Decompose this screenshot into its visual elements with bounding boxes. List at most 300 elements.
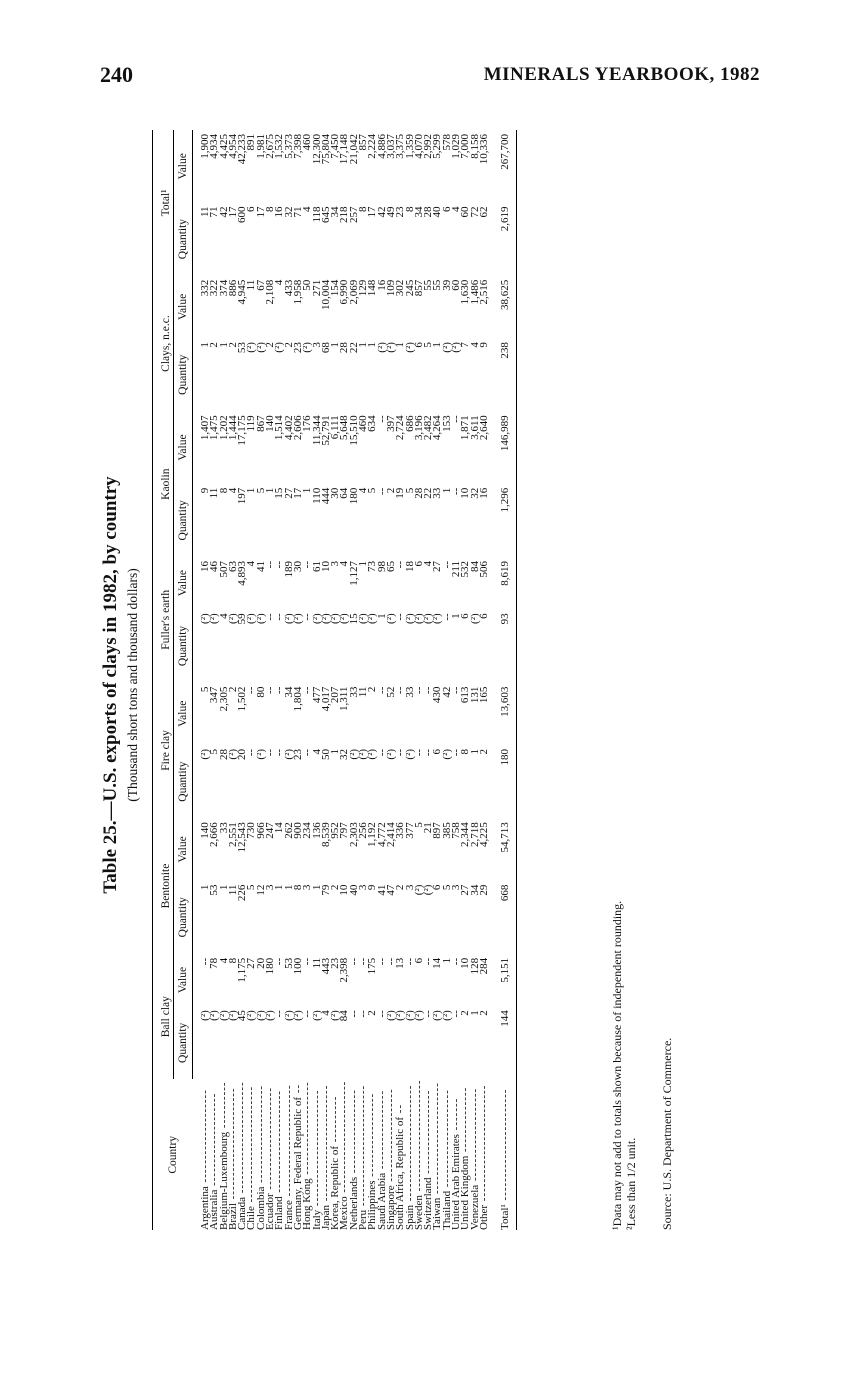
- value-cell: 4,017: [319, 686, 332, 712]
- quantity-cell: 2: [459, 1010, 472, 1016]
- table-body: [193, 130, 517, 1230]
- quantity-cell: --: [264, 613, 277, 621]
- value-cell: 1,127: [347, 561, 360, 586]
- quantity-cell: (²): [217, 1010, 230, 1021]
- value-cell: --: [273, 957, 286, 966]
- value-cell: --: [273, 686, 286, 694]
- quantity-cell: (²): [273, 342, 286, 353]
- value-cell: 443: [319, 957, 332, 975]
- country-name: South Africa, Republic of --: [394, 1103, 407, 1230]
- value-cell: 154: [329, 279, 342, 297]
- country-label: Italy: [310, 1209, 323, 1230]
- quantity-cell: 1: [431, 342, 444, 348]
- value-cell: 140: [199, 822, 211, 839]
- quantity-cell: --: [440, 613, 453, 621]
- value-cell: 12,543: [236, 822, 249, 853]
- quantity-cell: (²): [384, 1010, 397, 1021]
- value-cell: 3,196: [412, 415, 425, 441]
- quantity-cell: (²): [440, 342, 453, 353]
- country-name: Italy -------------------------: [310, 1089, 323, 1230]
- value-cell: 13,603: [501, 683, 516, 745]
- quantity-cell: --: [301, 748, 314, 757]
- quantity-cell: 33: [431, 487, 444, 499]
- table-row: [266, 130, 275, 1230]
- quantity-cell: 8: [459, 748, 472, 755]
- quantity-subheader: Quantity: [174, 1006, 193, 1079]
- country-name: Australia --------------------: [208, 1092, 221, 1230]
- page-number: 240: [100, 62, 133, 87]
- quantity-cell: 2: [384, 487, 397, 494]
- value-cell: 7,000: [459, 134, 472, 159]
- quantity-cell: 1: [468, 748, 481, 755]
- value-cell: 148: [366, 279, 379, 297]
- value-cell: 460: [301, 134, 314, 151]
- value-cell: 430: [431, 686, 444, 704]
- quantity-cell: 4: [468, 342, 481, 348]
- quantity-cell: 11: [208, 487, 221, 499]
- quantity-cell: 218: [338, 206, 351, 223]
- value-cell: 27: [431, 561, 444, 572]
- value-cell: 41: [254, 561, 267, 572]
- value-cell: 30: [291, 561, 304, 572]
- value-cell: 1,981: [254, 134, 267, 159]
- value-cell: 34: [282, 686, 295, 698]
- value-cell: --: [440, 561, 453, 569]
- quantity-cell: (²): [468, 613, 481, 624]
- value-cell: 867: [254, 415, 267, 432]
- quantity-cell: 4: [301, 206, 314, 212]
- quantity-cell: 1: [217, 342, 230, 348]
- value-cell: --: [394, 686, 407, 694]
- quantity-cell: 11: [226, 884, 239, 896]
- value-cell: 247: [264, 822, 277, 839]
- value-cell: 33: [403, 686, 416, 698]
- value-cell: 3,037: [384, 134, 397, 159]
- quantity-cell: 62: [477, 206, 490, 218]
- value-cell: 1,804: [291, 686, 304, 712]
- country-name: Canada ------------------------: [236, 1081, 249, 1230]
- value-cell: 54,713: [501, 818, 516, 880]
- quantity-cell: 23: [394, 206, 407, 218]
- value-cell: 385: [440, 822, 453, 839]
- quantity-cell: 444: [319, 487, 332, 505]
- quantity-cell: (²): [357, 748, 370, 760]
- value-cell: --: [347, 957, 360, 966]
- running-head: MINERALS YEARBOOK, 1982: [483, 64, 760, 85]
- value-cell: 20: [254, 957, 267, 969]
- quantity-cell: (²): [329, 1010, 342, 1021]
- quantity-cell: 29: [477, 884, 490, 896]
- table-row: [415, 130, 424, 1230]
- country-label: Finland: [273, 1196, 286, 1230]
- value-cell: 302: [394, 279, 407, 297]
- value-cell: 952: [329, 822, 342, 839]
- quantity-cell: --: [394, 613, 407, 621]
- quantity-cell: 40: [347, 884, 360, 896]
- quantity-cell: 4: [357, 487, 370, 494]
- value-cell: 262: [282, 822, 295, 839]
- country-label: Sweden: [412, 1195, 425, 1230]
- country-name: Peru --------------------------: [357, 1084, 370, 1230]
- country-label: Thailand: [440, 1190, 453, 1230]
- country-name: Finland ----------------------: [273, 1090, 286, 1230]
- country-name: Mexico ------------------------: [338, 1080, 351, 1230]
- value-cell: 14: [273, 822, 286, 834]
- value-cell: 10: [319, 561, 332, 572]
- quantity-cell: (²): [245, 1010, 258, 1021]
- country-label: Brazil: [226, 1203, 239, 1230]
- quantity-cell: --: [375, 748, 388, 757]
- quantity-cell: 22: [422, 487, 435, 499]
- value-cell: 4,945: [236, 279, 249, 305]
- country-label: Singapore: [384, 1185, 397, 1230]
- quantity-cell: 17: [226, 206, 239, 218]
- value-cell: 2,303: [347, 822, 360, 847]
- country-name: Saudi Arabia -----------------: [375, 1089, 388, 1230]
- quantity-cell: 197: [236, 487, 249, 505]
- country-label: Mexico: [338, 1196, 351, 1230]
- value-cell: 42,233: [236, 134, 249, 165]
- value-cell: 15,510: [347, 415, 360, 446]
- quantity-cell: 28: [217, 748, 230, 760]
- value-subheader: Value: [174, 557, 193, 609]
- country-label: Spain: [403, 1204, 416, 1230]
- quantity-cell: 16: [477, 487, 490, 499]
- value-cell: --: [199, 957, 211, 966]
- quantity-cell: (²): [440, 1010, 453, 1021]
- group-header-ball-clay: Ball clay: [153, 954, 174, 1080]
- value-cell: 109: [384, 279, 397, 297]
- quantity-cell: (²): [226, 748, 239, 760]
- quantity-cell: 4: [319, 1010, 332, 1016]
- quantity-cell: 4: [450, 206, 463, 212]
- value-cell: 175: [366, 957, 379, 975]
- quantity-cell: 1: [217, 884, 230, 891]
- value-cell: 3,611: [468, 415, 481, 440]
- country-name: Singapore --------------------: [384, 1088, 397, 1230]
- value-cell: 4: [422, 561, 435, 567]
- value-cell: --: [422, 957, 435, 966]
- country-name: Ecuador ----------------------: [264, 1087, 277, 1230]
- quantity-cell: (²): [254, 1010, 267, 1021]
- value-cell: 52,791: [319, 415, 332, 446]
- quantity-cell: 1,296: [501, 484, 516, 557]
- value-cell: 5,373: [282, 134, 295, 159]
- value-cell: 477: [310, 686, 323, 704]
- quantity-cell: --: [273, 1010, 286, 1018]
- value-cell: 119: [245, 415, 258, 432]
- country-name: Netherlands ------------------: [347, 1089, 360, 1230]
- quantity-cell: 34: [329, 206, 342, 218]
- group-header-clays-nec: Clays, n.e.c.: [153, 276, 174, 412]
- quantity-cell: 1: [440, 487, 453, 494]
- country-name: Argentina --------------------: [198, 1089, 211, 1230]
- value-cell: --: [450, 415, 463, 423]
- value-cell: 1: [440, 957, 453, 964]
- quantity-cell: 71: [208, 206, 221, 218]
- value-cell: 16: [375, 279, 388, 291]
- value-cell: 2,675: [264, 134, 277, 159]
- quantity-cell: 1: [301, 487, 314, 494]
- value-cell: 797: [338, 822, 351, 839]
- value-cell: 165: [477, 686, 490, 704]
- quantity-cell: (²): [357, 613, 370, 624]
- quantity-cell: 12: [254, 884, 267, 896]
- group-header-bentonite: Bentonite: [153, 818, 174, 954]
- quantity-cell: 4: [310, 748, 323, 755]
- value-cell: 2,992: [422, 134, 435, 159]
- value-cell: 1,958: [291, 279, 304, 305]
- quantity-cell: 5: [440, 884, 453, 891]
- value-cell: 507: [217, 561, 230, 578]
- country-label: Taiwan: [431, 1197, 444, 1230]
- quantity-cell: (²): [366, 748, 379, 760]
- value-cell: 1: [357, 561, 370, 567]
- quantity-subheader: Quantity: [174, 881, 193, 954]
- quantity-cell: --: [375, 1010, 388, 1018]
- quantity-cell: (²): [431, 613, 444, 624]
- value-cell: --: [301, 686, 314, 694]
- quantity-cell: 15: [273, 487, 286, 499]
- quantity-cell: 30: [329, 487, 342, 499]
- quantity-cell: --: [450, 748, 463, 757]
- quantity-cell: 42: [217, 206, 230, 218]
- quantity-cell: 1: [199, 884, 211, 891]
- quantity-cell: (²): [440, 748, 453, 760]
- quantity-cell: 2: [208, 342, 221, 348]
- quantity-cell: --: [301, 1010, 314, 1018]
- quantity-cell: 16: [273, 206, 286, 218]
- value-cell: 891: [245, 134, 258, 151]
- quantity-cell: (²): [199, 613, 211, 624]
- value-cell: --: [375, 686, 388, 694]
- footnote: ¹Data may not add to totals shown because of independent rounding.: [610, 900, 624, 1230]
- value-cell: 966: [254, 822, 267, 839]
- quantity-cell: --: [264, 748, 277, 757]
- quantity-cell: --: [301, 613, 314, 621]
- value-cell: 84: [468, 561, 481, 572]
- quantity-cell: 668: [501, 881, 516, 954]
- quantity-cell: 17: [254, 206, 267, 218]
- value-cell: 60: [450, 279, 463, 291]
- value-cell: 21: [422, 822, 435, 834]
- country-name: Germany, Federal Republic of --: [291, 1083, 304, 1230]
- value-cell: 245: [403, 279, 416, 297]
- quantity-cell: 1: [366, 342, 379, 348]
- value-cell: --: [450, 957, 463, 966]
- value-cell: 3: [329, 561, 342, 567]
- group-header-fire-clay: Fire clay: [153, 683, 174, 819]
- quantity-cell: (²): [403, 342, 416, 353]
- country-label: Philippines: [366, 1180, 379, 1230]
- value-cell: 6,990: [338, 279, 351, 305]
- country-name: Thailand ---------------------: [440, 1089, 453, 1230]
- quantity-cell: (²): [403, 748, 416, 760]
- quantity-cell: 1: [264, 487, 277, 494]
- value-cell: 2,414: [384, 822, 397, 847]
- quantity-cell: 1: [450, 613, 463, 619]
- value-cell: 11: [310, 957, 323, 969]
- table-subtitle: (Thousand short tons and thousand dollars): [125, 568, 140, 802]
- quantity-cell: --: [245, 748, 258, 757]
- value-cell: --: [245, 686, 258, 694]
- quantity-cell: 3: [301, 884, 314, 891]
- value-cell: 1,359: [403, 134, 416, 159]
- country-name: Total¹ ------------------------: [501, 1080, 516, 1231]
- value-cell: 1,475: [208, 415, 221, 441]
- quantity-cell: (²): [199, 1010, 211, 1021]
- value-cell: 4,954: [226, 134, 239, 159]
- value-cell: 11: [357, 686, 370, 698]
- quantity-cell: 2: [394, 884, 407, 891]
- value-cell: 1,630: [459, 279, 472, 305]
- quantity-cell: 180: [501, 745, 516, 818]
- quantity-cell: 23: [291, 748, 304, 760]
- value-cell: --: [394, 561, 407, 569]
- country-name: Chile -------------------------: [245, 1085, 258, 1230]
- value-cell: --: [403, 957, 416, 966]
- quantity-cell: 257: [347, 206, 360, 223]
- value-cell: 1,871: [459, 415, 472, 441]
- footnotes: [610, 901, 638, 1230]
- quantity-cell: (²): [384, 613, 397, 624]
- value-cell: 1,192: [366, 822, 379, 847]
- value-cell: 33: [347, 686, 360, 698]
- value-cell: 16: [199, 561, 211, 572]
- country-name: Colombia ---------------------: [254, 1084, 267, 1230]
- quantity-cell: (²): [291, 613, 304, 624]
- quantity-cell: 2,619: [501, 202, 516, 275]
- table-row: [424, 130, 433, 1230]
- value-subheader: Value: [174, 130, 193, 202]
- quantity-subheader: Quantity: [174, 484, 193, 557]
- value-cell: 5: [412, 822, 425, 828]
- country-name: Switzerland ------------------: [422, 1089, 435, 1230]
- country-label: Colombia: [254, 1186, 267, 1230]
- quantity-cell: 64: [338, 487, 351, 499]
- quantity-cell: 34: [468, 884, 481, 896]
- quantity-cell: 144: [501, 1006, 516, 1079]
- value-cell: 53: [282, 957, 295, 969]
- value-cell: 2: [226, 686, 239, 693]
- value-cell: --: [301, 957, 314, 966]
- group-header-kaolin: Kaolin: [153, 411, 174, 557]
- quantity-cell: 27: [282, 487, 295, 499]
- quantity-cell: 23: [291, 342, 304, 354]
- quantity-cell: 60: [459, 206, 472, 218]
- quantity-cell: 41: [375, 884, 388, 896]
- value-cell: 256: [357, 822, 370, 839]
- value-cell: 2,551: [226, 822, 239, 847]
- quantity-cell: 3: [310, 342, 323, 348]
- table-row: [294, 130, 303, 1230]
- quantity-cell: (²): [431, 1010, 444, 1021]
- quantity-cell: 32: [468, 487, 481, 499]
- country-label: Venezuela: [468, 1184, 481, 1230]
- value-cell: 4,225: [477, 822, 490, 847]
- quantity-cell: --: [273, 748, 286, 757]
- quantity-cell: 6: [431, 884, 444, 891]
- quantity-cell: 34: [412, 206, 425, 218]
- quantity-cell: 2: [264, 342, 277, 348]
- country-label: Canada: [236, 1197, 249, 1230]
- country-label: Korea, Republic of: [329, 1146, 342, 1230]
- value-cell: 11: [245, 279, 258, 291]
- country-label: Germany, Federal Republic of: [291, 1096, 304, 1230]
- value-cell: 4,070: [412, 134, 425, 159]
- quantity-cell: 4: [226, 487, 239, 494]
- value-cell: 5,299: [431, 134, 444, 159]
- quantity-cell: 4: [217, 613, 230, 619]
- quantity-cell: (²): [208, 1010, 221, 1021]
- value-cell: 65: [384, 561, 397, 572]
- quantity-cell: 40: [431, 206, 444, 218]
- quantity-cell: 2: [477, 1010, 490, 1016]
- value-cell: 129: [357, 279, 370, 297]
- table-row: [443, 130, 452, 1230]
- quantity-cell: 2: [226, 342, 239, 348]
- quantity-cell: 50: [319, 748, 332, 760]
- sub-header-row: [174, 130, 193, 1230]
- value-cell: 336: [394, 822, 407, 839]
- quantity-cell: 1: [199, 342, 211, 348]
- value-cell: 2,108: [264, 279, 277, 305]
- value-cell: 10,336: [477, 134, 490, 165]
- quantity-cell: --: [422, 1010, 435, 1018]
- value-cell: 634: [366, 415, 379, 432]
- value-cell: 3,375: [394, 134, 407, 159]
- value-cell: 78: [208, 957, 221, 969]
- value-cell: 857: [357, 134, 370, 151]
- quantity-cell: 22: [347, 342, 360, 354]
- group-header-total: Total¹: [153, 130, 174, 276]
- country-name: France ------------------------: [282, 1084, 295, 1230]
- quantity-cell: 1: [310, 884, 323, 891]
- value-cell: 8,619: [501, 557, 516, 609]
- country-label: Ecuador: [264, 1193, 277, 1230]
- country-name: United Kingdom --------------: [459, 1086, 472, 1230]
- table-row: [480, 130, 489, 1230]
- footnote: ²Less than 1/2 unit.: [624, 1137, 638, 1230]
- value-cell: 5: [199, 686, 211, 693]
- value-cell: 13: [394, 957, 407, 969]
- quantity-cell: 32: [338, 748, 351, 760]
- value-cell: 33: [217, 822, 230, 834]
- quantity-cell: (²): [254, 748, 267, 760]
- quantity-cell: 9: [199, 487, 211, 494]
- quantity-cell: --: [375, 487, 388, 496]
- quantity-cell: (²): [375, 342, 388, 353]
- value-cell: 6: [412, 957, 425, 964]
- value-cell: --: [412, 686, 425, 694]
- quantity-cell: (²): [310, 1010, 323, 1021]
- quantity-cell: 2: [366, 1010, 379, 1016]
- quantity-cell: (²): [394, 1010, 407, 1021]
- quantity-cell: (²): [338, 613, 351, 624]
- quantity-cell: 5: [208, 748, 221, 755]
- country-label: Other: [477, 1204, 490, 1230]
- table-row: [433, 130, 442, 1230]
- quantity-cell: --: [450, 1010, 463, 1018]
- value-cell: 55: [422, 279, 435, 291]
- quantity-cell: 1: [357, 342, 370, 348]
- quantity-cell: --: [273, 613, 286, 621]
- quantity-cell: 8: [357, 206, 370, 212]
- table-row: [247, 130, 256, 1230]
- group-header-fullers-earth: Fuller's earth: [153, 557, 174, 683]
- country-label: France: [282, 1200, 295, 1230]
- country-label: Netherlands: [347, 1176, 360, 1230]
